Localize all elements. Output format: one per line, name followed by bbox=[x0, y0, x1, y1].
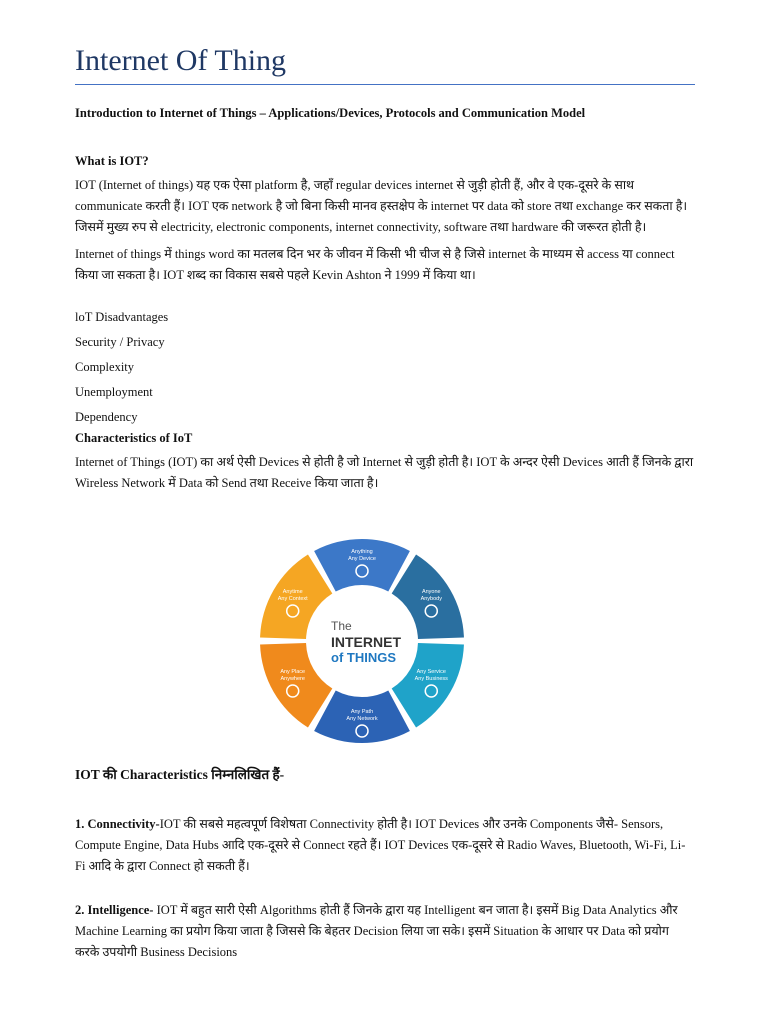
intro-paragraph-1: IOT (Internet of things) यह एक ऐसा platform है, जहाँ regular devices internet से जुड़ी होती हैं, और वे एक-दूसरे के साथ communicate करती हैं। IOT एक network है जो बिना किसी मानव हस्तक्षेप के internet पर data को store तथा exchange कर सकता है। जिसमें मुख्य रुप से electricity, electronic components, internet connectivity, software तथा hardware की जरूरत होती है। bbox=[75, 178, 688, 234]
characteristics-paragraph: Internet of Things (IOT) का अर्थ ऐसी Devices से होती है जो Internet से जुड़ी होती है। IOT के अन्दर ऐसी Devices आती हैं जिनके द्वारा Wireless Network में Data को Send तथा Receive किया जाता है। bbox=[75, 455, 694, 490]
disadvantage-item: Security / Privacy bbox=[75, 335, 165, 349]
segment-label: Any Context bbox=[277, 596, 308, 602]
segment-label: Any Path bbox=[350, 709, 374, 715]
characteristics-list bbox=[75, 765, 695, 963]
item-1-title: 1. Connectivity- bbox=[75, 817, 160, 831]
what-is-iot-heading: What is IOT? bbox=[75, 154, 149, 168]
segment-label: Anything bbox=[351, 549, 373, 555]
document-subtitle: Introduction to Internet of Things – Applications/Devices, Protocols and Communication Model bbox=[75, 106, 586, 120]
disadvantages-heading: loT Disadvantages bbox=[75, 310, 169, 324]
segment-label: Any Network bbox=[346, 716, 378, 722]
characteristics-heading: Characteristics of IoT bbox=[75, 431, 193, 445]
page-title: Internet Of Thing bbox=[75, 44, 287, 77]
document-page bbox=[75, 40, 695, 494]
disadvantage-item: Dependency bbox=[75, 410, 138, 424]
intro-paragraph-2: Internet of things में things word का मतलब दिन भर के जीवन में किसी भी चीज से है जिसे internet के माध्यम से access या connect किया जा सकता है। IOT शब्द का विकास सबसे पहले Kevin Ashton ने 1999 में किया था। bbox=[75, 247, 675, 282]
characteristics-list-heading: IOT की Characteristics निम्नलिखित हैं- bbox=[75, 767, 285, 782]
iot-wheel bbox=[247, 538, 477, 743]
segment-label: Anybody bbox=[420, 596, 442, 602]
segment-label: Any Business bbox=[414, 676, 448, 682]
characteristic-item-1 bbox=[75, 814, 695, 877]
segment-label: Anyone bbox=[421, 589, 441, 595]
title-rule bbox=[75, 84, 695, 85]
iot-diagram bbox=[247, 538, 477, 743]
segment-label: Anytime bbox=[282, 589, 303, 595]
segment-label: Anywhere bbox=[280, 676, 305, 682]
segment-label: Any Device bbox=[348, 556, 376, 562]
item-2-title: 2. Intelligence- bbox=[75, 903, 154, 917]
segment-label: Any Place bbox=[280, 669, 306, 675]
item-2-text: IOT में बहुत सारी ऐसी Algorithms होती हैं जिनके द्वारा यह Intelligent बन जाता है। इसमें Big Data Analytics और Machine Learning का प्रयोग किया जाता है जिससे कि बेहतर Decision लिया जा सके। इसमें Situation के आधार पर Data को प्रयोग करके उपयोगी Business Decisions bbox=[75, 903, 678, 959]
item-1-text: IOT की सबसे महत्वपूर्ण विशेषता Connectivity होती है। IOT Devices और उनके Components जैसे- Sensors, Compute Engine, Data Hubs आदि एक-दूसरे से Connect रहते हैं। IOT Devices एक-दूसरे से Radio Waves, Bluetooth, Wi-Fi, Li-Fi आदि के द्वारा Connect हो सकती हैं। bbox=[75, 817, 686, 873]
characteristic-item-2 bbox=[75, 900, 695, 963]
disadvantage-item: Unemployment bbox=[75, 385, 153, 399]
center-text-the: The bbox=[331, 619, 352, 633]
center-text-internet: INTERNET bbox=[331, 634, 401, 650]
disadvantage-item: Complexity bbox=[75, 360, 135, 374]
center-text-things: of THINGS bbox=[331, 650, 396, 665]
segment-label: Any Service bbox=[416, 669, 446, 675]
